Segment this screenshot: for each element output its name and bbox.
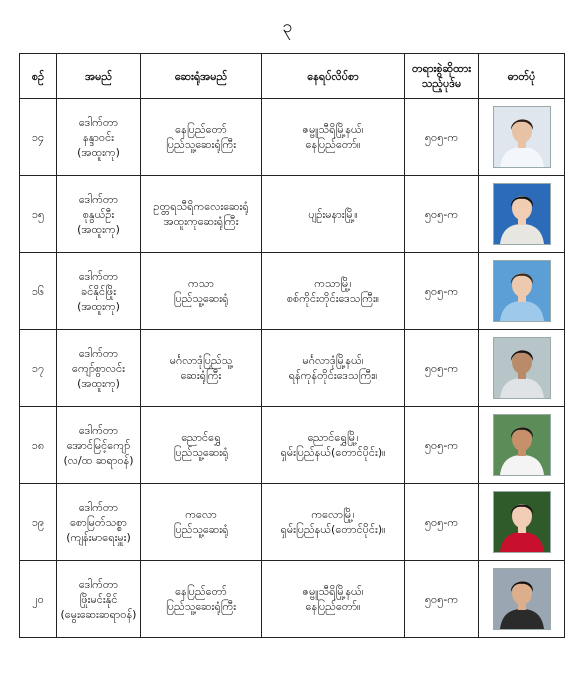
person-name: ဒေါက်တာ စောမြတ်သစ္စာ (ကျန်းမာရေးမှူး)	[57, 484, 141, 561]
address: ဇမ္ဗူသီရိမြို့နယ်၊ နေပြည်တော်။	[262, 561, 405, 638]
header-address: နေရပ်လိပ်စာ	[262, 54, 405, 99]
person-name: ဒေါက်တာ အောင်မြင့်ကျော် (လ/ထ ဆရာဝန်)	[57, 407, 141, 484]
table-row	[20, 561, 565, 638]
hospital-name: ဥတ္တရသီရိကလေးဆေးရုံ အထူးကုဆေးရုံကြီး	[141, 176, 262, 253]
hospital-name: မင်္ဂလာဒုံပြည်သူ့ ဆေးရုံကြီး	[141, 330, 262, 407]
portrait-photo	[493, 491, 551, 553]
portrait-photo	[493, 568, 551, 630]
photo-cell	[479, 407, 565, 484]
portrait-photo	[493, 414, 551, 476]
person-name: ဒေါက်တာ ဖြိုးမင်းနိုင် (မွေးဆေးဆရာဝန်)	[57, 561, 141, 638]
hospital-name: ကသာ ပြည်သူ့ဆေးရုံ	[141, 253, 262, 330]
address: ကလောမြို့၊ ရှမ်းပြည်နယ်(တောင်ပိုင်း)။	[262, 484, 405, 561]
table-header-row	[20, 54, 565, 99]
page-number: ၃	[282, 16, 293, 37]
portrait-photo	[493, 260, 551, 322]
header-photo: ဓာတ်ပုံ	[479, 54, 565, 99]
photo-cell	[479, 176, 565, 253]
legal-section: ၅၀၅-က	[405, 484, 479, 561]
table-row	[20, 253, 565, 330]
photo-cell	[479, 330, 565, 407]
address: ကသာမြို့၊ စစ်ကိုင်းတိုင်းဒေသကြီး။	[262, 253, 405, 330]
legal-section: ၅၀၅-က	[405, 176, 479, 253]
legal-section: ၅၀၅-က	[405, 330, 479, 407]
hospital-name: နေပြည်တော် ပြည်သူ့ဆေးရုံကြီး	[141, 99, 262, 176]
row-number: ၂၀	[20, 561, 57, 638]
table-row	[20, 330, 565, 407]
portrait-photo	[493, 106, 551, 168]
photo-cell	[479, 99, 565, 176]
hospital-name: နေပြည်တော် ပြည်သူ့ဆေးရုံကြီး	[141, 561, 262, 638]
row-number: ၁၇	[20, 330, 57, 407]
address: မင်္ဂလာဒုံမြို့နယ်၊ ရန်ကုန်တိုင်းဒေသကြီး။	[262, 330, 405, 407]
row-number: ၁၈	[20, 407, 57, 484]
legal-section: ၅၀၅-က	[405, 99, 479, 176]
hospital-name: ကလော ပြည်သူ့ဆေးရုံ	[141, 484, 262, 561]
table-row	[20, 176, 565, 253]
person-name: ဒေါက်တာ နန္ဒာဝင်း (အထူးကု)	[57, 99, 141, 176]
address: ပျဉ်းမနားမြို့။	[262, 176, 405, 253]
legal-section: ၅၀၅-က	[405, 407, 479, 484]
row-number: ၁၉	[20, 484, 57, 561]
address: ညောင်ရွှေမြို့၊ ရှမ်းပြည်နယ်(တောင်ပိုင်း)။	[262, 407, 405, 484]
table-row	[20, 407, 565, 484]
header-section: တရားစွဲဆိုထား သည့်ပုဒ်မ	[405, 54, 479, 99]
header-number: စဉ်	[20, 54, 57, 99]
row-number: ၁၆	[20, 253, 57, 330]
legal-section: ၅၀၅-က	[405, 561, 479, 638]
row-number: ၁၄	[20, 99, 57, 176]
address: ဇမ္ဗူသီရိမြို့နယ်၊ နေပြည်တော်။	[262, 99, 405, 176]
hospital-name: ညောင်ရွှေ ပြည်သူ့ဆေးရုံ	[141, 407, 262, 484]
portrait-photo	[493, 337, 551, 399]
table-row	[20, 484, 565, 561]
photo-cell	[479, 561, 565, 638]
person-name: ဒေါက်တာ ခင်နိုင်ဖြိုး (အထူးကု)	[57, 253, 141, 330]
header-hospital: ဆေးရုံအမည်	[141, 54, 262, 99]
photo-cell	[479, 484, 565, 561]
portrait-photo	[493, 183, 551, 245]
legal-section: ၅၀၅-က	[405, 253, 479, 330]
table-row	[20, 99, 565, 176]
defendants-table	[19, 53, 565, 638]
person-name: ဒေါက်တာ စုနွယ်ဦး (အထူးကု)	[57, 176, 141, 253]
photo-cell	[479, 253, 565, 330]
header-name: အမည်	[57, 54, 141, 99]
person-name: ဒေါက်တာ ကျော်စွာလင်း (အထူးကု)	[57, 330, 141, 407]
row-number: ၁၅	[20, 176, 57, 253]
